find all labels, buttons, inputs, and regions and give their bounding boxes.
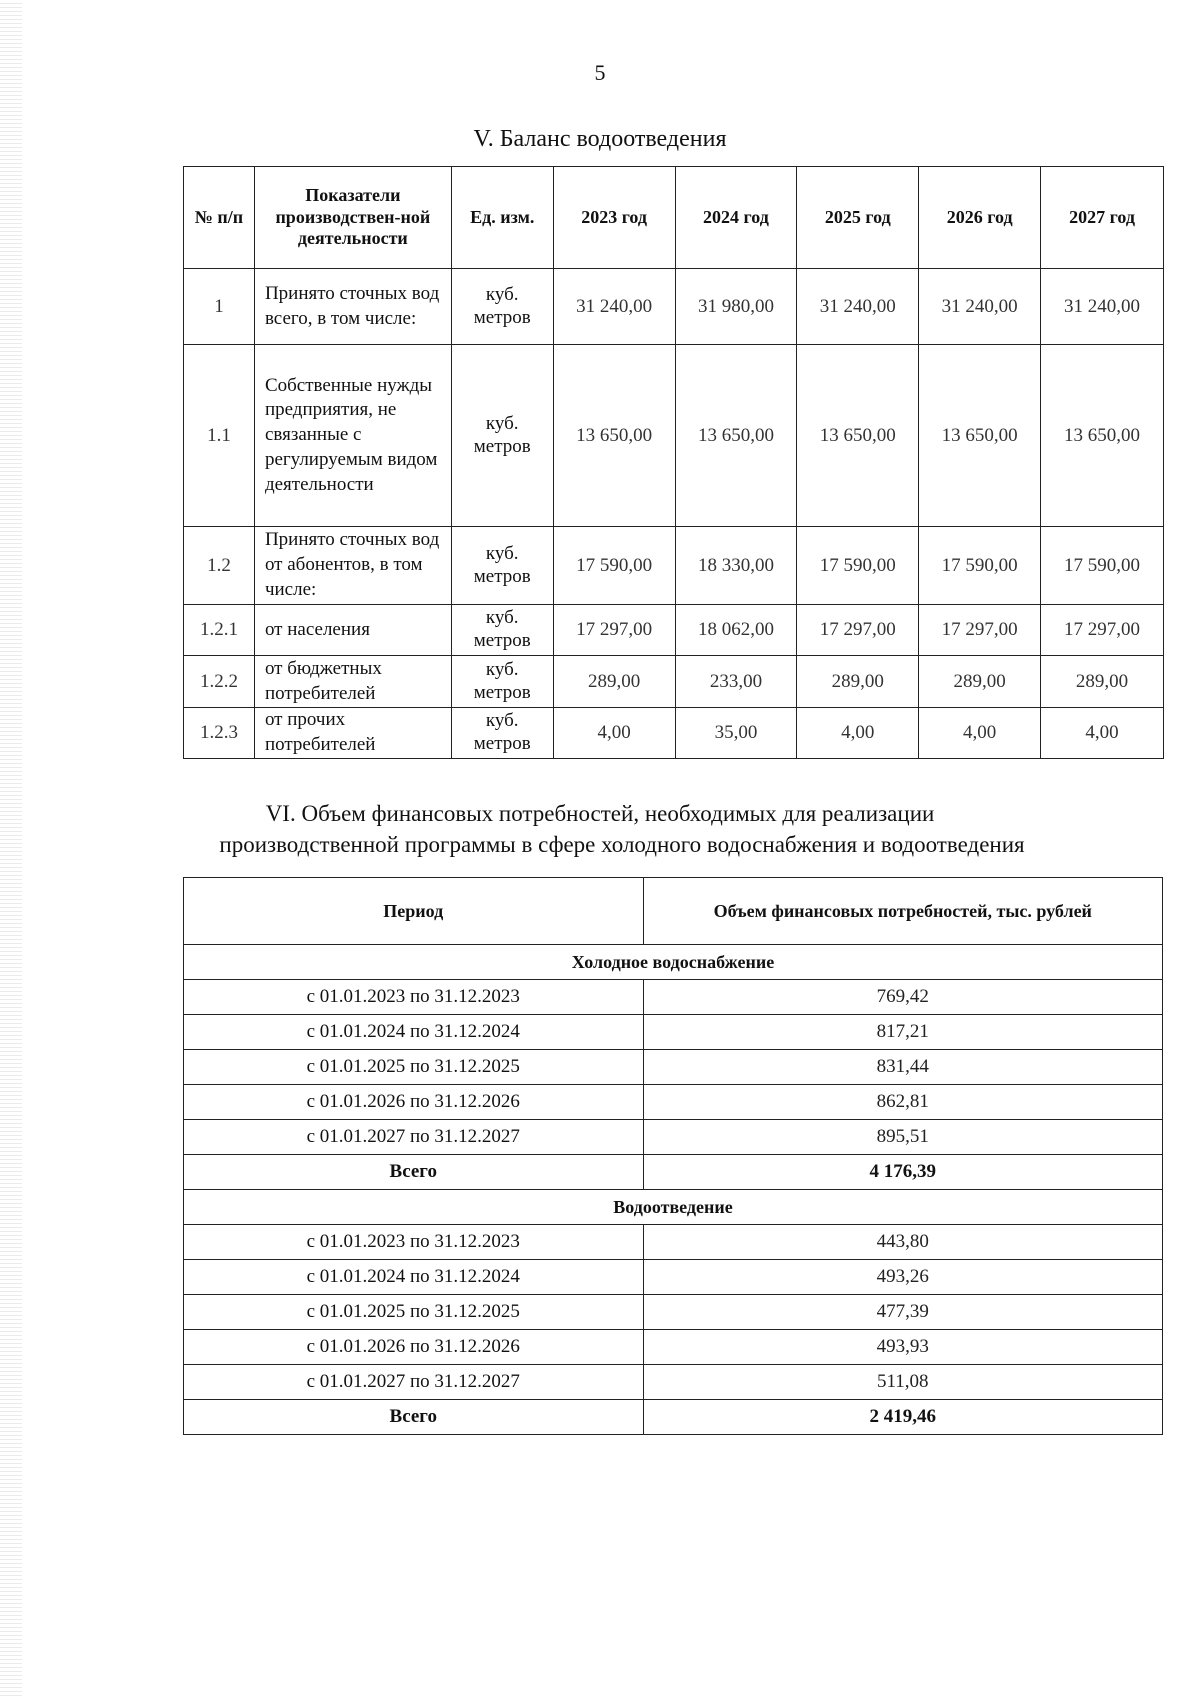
row-value-2025: 4,00	[797, 708, 919, 759]
table-row	[184, 1120, 1163, 1155]
row-value-2023: 13 650,00	[553, 345, 675, 527]
row-period: с 01.01.2024 по 31.12.2024	[184, 1015, 644, 1050]
table-row	[184, 345, 1164, 527]
total-row-wastewater	[184, 1400, 1163, 1435]
header-2027: 2027 год	[1041, 167, 1164, 269]
total-label: Всего	[184, 1400, 644, 1435]
row-value-2024: 18 330,00	[675, 527, 797, 605]
row-period: с 01.01.2023 по 31.12.2023	[184, 1225, 644, 1260]
row-value-2025: 17 297,00	[797, 605, 919, 656]
row-value-2024: 18 062,00	[675, 605, 797, 656]
row-value: 477,39	[643, 1295, 1162, 1330]
table-row	[184, 656, 1164, 708]
table-row	[184, 269, 1164, 345]
row-value-2025: 13 650,00	[797, 345, 919, 527]
table-row	[184, 1225, 1163, 1260]
row-indicator: от населения	[254, 605, 451, 656]
table-row	[184, 1260, 1163, 1295]
row-value-2027: 31 240,00	[1041, 269, 1164, 345]
row-unit: куб. метров	[451, 269, 553, 345]
total-value: 2 419,46	[643, 1400, 1162, 1435]
table-row	[184, 1050, 1163, 1085]
row-value-2023: 4,00	[553, 708, 675, 759]
row-num: 1.1	[184, 345, 255, 527]
row-value-2023: 31 240,00	[553, 269, 675, 345]
page-number: 5	[594, 60, 606, 85]
section-row-wastewater	[184, 1190, 1163, 1225]
row-value-2025: 17 590,00	[797, 527, 919, 605]
row-value: 817,21	[643, 1015, 1162, 1050]
total-row-cold-water	[184, 1155, 1163, 1190]
row-unit: куб. метров	[451, 527, 553, 605]
row-num: 1.2.1	[184, 605, 255, 656]
row-value-2025: 289,00	[797, 656, 919, 708]
header-2025: 2025 год	[797, 167, 919, 269]
header-2023: 2023 год	[553, 167, 675, 269]
row-value-2027: 289,00	[1041, 656, 1164, 708]
row-value-2024: 35,00	[675, 708, 797, 759]
row-num: 1.2.2	[184, 656, 255, 708]
row-value-2025: 31 240,00	[797, 269, 919, 345]
section-label-wastewater: Водоотведение	[184, 1190, 1163, 1225]
header-unit: Ед. изм.	[451, 167, 553, 269]
balance-header-row	[184, 167, 1164, 269]
section6-title-line1: VI. Объем финансовых потребностей, необходимых для реализации	[265, 801, 935, 826]
row-num: 1	[184, 269, 255, 345]
row-indicator: Принято сточных вод всего, в том числе:	[254, 269, 451, 345]
row-value-2027: 4,00	[1041, 708, 1164, 759]
row-period: с 01.01.2025 по 31.12.2025	[184, 1295, 644, 1330]
section6-title-line2: производственной программы в сфере холодного водоснабжения и водоотведения	[219, 832, 1025, 858]
header-2024: 2024 год	[675, 167, 797, 269]
row-value: 493,26	[643, 1260, 1162, 1295]
table-row	[184, 980, 1163, 1015]
row-unit: куб. метров	[451, 656, 553, 708]
header-indicator: Показатели производствен-ной деятельности	[254, 167, 451, 269]
finance-header-row	[184, 878, 1163, 945]
table-row	[184, 1365, 1163, 1400]
row-value: 493,93	[643, 1330, 1162, 1365]
header-num: № п/п	[184, 167, 255, 269]
section-label-cold-water: Холодное водоснабжение	[184, 945, 1163, 980]
row-value-2027: 13 650,00	[1041, 345, 1164, 527]
row-indicator: от бюджетных потребителей	[254, 656, 451, 708]
section6-title	[0, 798, 1200, 860]
balance-table	[183, 166, 1164, 759]
total-value: 4 176,39	[643, 1155, 1162, 1190]
row-indicator: Собственные нужды предприятия, не связанные с регулируемым видом деятельности	[254, 345, 451, 527]
row-value: 443,80	[643, 1225, 1162, 1260]
table-row	[184, 1330, 1163, 1365]
table-row	[184, 1295, 1163, 1330]
row-value-2026: 31 240,00	[919, 269, 1041, 345]
row-value: 769,42	[643, 980, 1162, 1015]
table-row	[184, 527, 1164, 605]
row-value: 831,44	[643, 1050, 1162, 1085]
row-value-2023: 289,00	[553, 656, 675, 708]
header-period: Период	[184, 878, 644, 945]
row-value-2027: 17 297,00	[1041, 605, 1164, 656]
row-value-2026: 17 297,00	[919, 605, 1041, 656]
table-row	[184, 1085, 1163, 1120]
table-row	[184, 605, 1164, 656]
row-period: с 01.01.2025 по 31.12.2025	[184, 1050, 644, 1085]
row-period: с 01.01.2027 по 31.12.2027	[184, 1365, 644, 1400]
table-row	[184, 708, 1164, 759]
row-indicator: от прочих потребителей	[254, 708, 451, 759]
row-value: 511,08	[643, 1365, 1162, 1400]
row-value-2023: 17 590,00	[553, 527, 675, 605]
row-num: 1.2.3	[184, 708, 255, 759]
row-value-2024: 31 980,00	[675, 269, 797, 345]
finance-table	[183, 877, 1163, 1435]
row-num: 1.2	[184, 527, 255, 605]
row-value-2026: 17 590,00	[919, 527, 1041, 605]
table-row	[184, 1015, 1163, 1050]
row-unit: куб. метров	[451, 708, 553, 759]
row-value-2026: 13 650,00	[919, 345, 1041, 527]
row-unit: куб. метров	[451, 345, 553, 527]
row-value-2024: 13 650,00	[675, 345, 797, 527]
row-value-2023: 17 297,00	[553, 605, 675, 656]
row-period: с 01.01.2026 по 31.12.2026	[184, 1085, 644, 1120]
header-amount: Объем финансовых потребностей, тыс. рублей	[643, 878, 1162, 945]
row-value: 862,81	[643, 1085, 1162, 1120]
row-period: с 01.01.2023 по 31.12.2023	[184, 980, 644, 1015]
section5-title: V. Баланс водоотведения	[473, 126, 727, 152]
row-period: с 01.01.2027 по 31.12.2027	[184, 1120, 644, 1155]
row-value-2024: 233,00	[675, 656, 797, 708]
row-indicator: Принято сточных вод от абонентов, в том числе:	[254, 527, 451, 605]
row-value-2027: 17 590,00	[1041, 527, 1164, 605]
section-row-cold-water	[184, 945, 1163, 980]
total-label: Всего	[184, 1155, 644, 1190]
row-value-2026: 4,00	[919, 708, 1041, 759]
row-period: с 01.01.2026 по 31.12.2026	[184, 1330, 644, 1365]
header-2026: 2026 год	[919, 167, 1041, 269]
row-value-2026: 289,00	[919, 656, 1041, 708]
row-value: 895,51	[643, 1120, 1162, 1155]
row-period: с 01.01.2024 по 31.12.2024	[184, 1260, 644, 1295]
row-unit: куб. метров	[451, 605, 553, 656]
